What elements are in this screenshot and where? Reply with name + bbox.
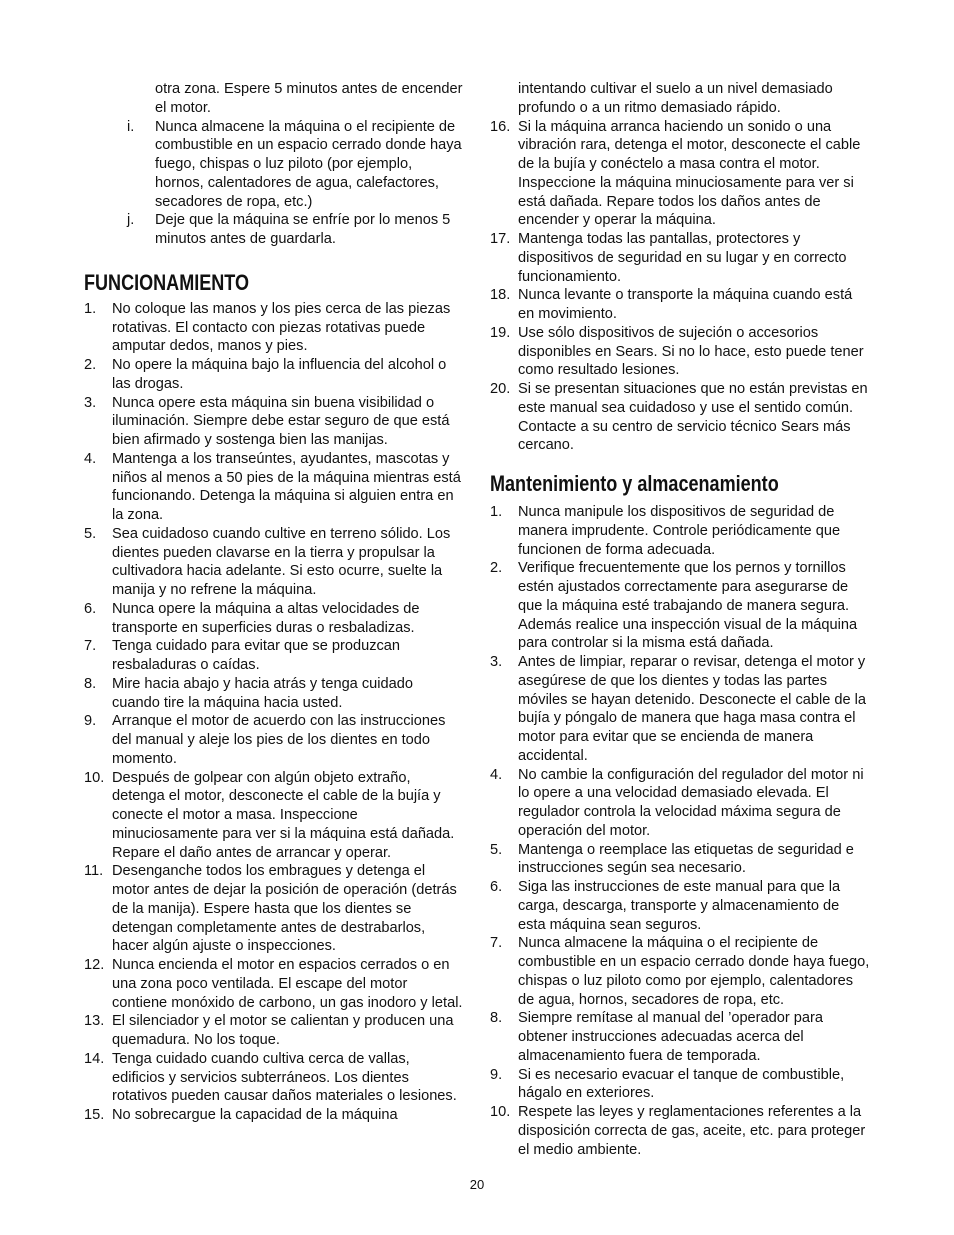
item-text: Mantenga o reemplace las etiquetas de seguridad e instrucciones según sea necesario. [518,841,854,877]
list-item [84,525,464,600]
list-item [84,637,464,675]
item-text: Siempre remítase al manual del ’operador para obtener instrucciones adecuadas acerca del almacenamiento fuera de temporada. [518,1010,824,1064]
item-number: 18. [490,287,511,304]
item-number: 3. [490,654,503,670]
list-item [490,878,870,934]
item-text: No sobrecargue la capacidad de la máquina [112,1107,398,1123]
item-text: Sea cuidadoso cuando cultive en terreno sólido. Los dientes pueden clavarse en la tierra y propulsar la cultivadora hacia adelante. Si esto ocurre, suelte la manija y no refrene la máquina. [112,525,451,598]
item-text: Verifique frecuentemente que los pernos y tornillos estén ajustados correctamente para asegurarse de que la máquina esté trabajando de manera segura. Además realice una inspección visual de la máquina para controlar si la misma está dañada. [518,560,858,652]
item-text: No opere la máquina bajo la influencia del alcohol o las drogas. [112,357,447,392]
item-number: 7. [490,935,503,952]
item-number: 2. [490,560,503,577]
list-item [84,956,464,1012]
item-number: 8. [84,675,97,692]
item-text: El silenciador y el motor se calientan y producen una quemadura. No los toque. [112,1013,454,1048]
item-number: 17. [490,231,511,247]
list-item [490,118,870,231]
item-label: i. [127,118,135,135]
list-item [84,675,464,713]
item-number: 11. [84,863,104,880]
item-number: 5. [490,841,503,858]
list-item [84,394,464,450]
section-title-mantenimiento: Mantenimiento y almacenamiento [490,471,779,496]
item-number: 3. [84,394,97,411]
item-text: Si se presentan situaciones que no están previstas en este manual sea cuidadoso y use el sentido común. Contacte a su centro de servicio técnico Sears más cercano. [518,381,868,454]
list-item [490,286,870,324]
item-number: 9. [490,1066,503,1083]
item-number: 19. [490,324,511,341]
list-item [490,230,870,286]
item-text: Arranque el motor de acuerdo con las instrucciones del manual y aleje los pies de los dientes en todo momento. [112,713,446,767]
list-item [490,766,870,841]
item-text: Nunca almacene la máquina o el recipiente de combustible en un espacio cerrado donde haya fuego, chispas o luz piloto como por ejemplo, calentadores de agua, hornos, secadores de ropa, etc. [518,935,870,1008]
list-item [490,324,870,380]
item-number: 2. [84,357,97,373]
list-item [84,1050,464,1106]
list-item [84,712,464,768]
item-text: Nunca encienda el motor en espacios cerrados o en una zona poco ventilada. El escape del motor contiene monóxido de carbono, un gas inodoro y letal. [112,957,463,1011]
section-title-funcionamiento: FUNCIONAMIENTO [84,269,250,295]
list-item [84,600,464,638]
item-text: Nunca levante o transporte la máquina cuando está en movimiento. [518,287,853,322]
item-number: 5. [84,525,97,542]
item-text: Use sólo dispositivos de sujeción o accesorios disponibles en Sears. Si no lo hace, esto puede tener como resultado lesiones. [518,324,864,379]
item-text: Antes de limpiar, reparar o revisar, detenga el motor y asegúrese de que los dientes y todas las partes móviles se hayan detenido. Desconecte el cable de la bujía y póngalo de manera que haga masa contra el motor para evitar que se encienda de manera accidental. [518,654,867,764]
list-item [490,1009,870,1065]
right-column [490,80,870,1159]
item-text: Nunca opere la máquina a altas velocidades de transporte en superficies duras o resbaladizas. [112,600,420,636]
list-item [490,841,870,879]
item-text: Tenga cuidado cuando cultiva cerca de vallas, edificios y servicios subterráneos. Los dientes rotativos pueden causar daños materiales o lesiones. [112,1050,457,1105]
item-text: Deje que la máquina se enfríe por lo menos 5 minutos antes de guardarla. [155,212,451,247]
item-label: j. [127,212,135,229]
item-number: 9. [84,713,97,730]
operation-list-continued [490,118,870,456]
item-number: 6. [490,879,503,895]
item-number: 10. [490,1104,511,1120]
item-text: Mantenga a los transeúntes, ayudantes, mascotas y niños al menos a 50 pies de la máquina mientras está funcionando. Detenga la máquina si alguien entra en la zona. [112,450,461,523]
item-text: Tenga cuidado para evitar que se produzcan resbaladuras o caídas. [112,638,401,673]
list-item [490,1066,870,1104]
list-item [84,769,464,863]
list-item [490,1103,870,1159]
list-item [490,653,870,766]
item-number: 1. [490,504,503,520]
list-item [84,211,464,249]
item-number: 14. [84,1050,105,1067]
left-column [84,80,464,1125]
item-number: 4. [490,766,503,783]
maintenance-list [490,503,870,1159]
list-item [84,356,464,394]
item-number: 20. [490,381,511,397]
item-number: 7. [84,638,97,655]
list-item [84,450,464,525]
item-text: Nunca almacene la máquina o el recipiente de combustible en un espacio cerrado donde haya fuego, chispas o luz piloto (por ejemplo, hornos, calentadores de agua, calefactores, secadores de ropa, etc.) [155,118,462,210]
item-text: Desenganche todos los embragues y detenga el motor antes de dejar la posición de operación (detrás de la manija). Espere hasta que los dientes se detengan completamente antes de destrabarlos, hacer algún ajuste o inspecciones. [112,863,457,955]
item-text: No cambie la configuración del regulador del motor ni lo opere a una velocidad demasiado elevada. El regulador controla la velocidad máxima segura de operación del motor. [518,766,864,839]
item-number: 1. [84,300,97,317]
item-text: Si es necesario evacuar el tanque de combustible, hágalo en exteriores. [518,1066,845,1102]
list-item [84,862,464,956]
list-item [490,934,870,1009]
item-text: Mantenga todas las pantallas, protectores y dispositivos de seguridad en su lugar y en correcto funcionamiento. [518,231,847,285]
list-item [84,1012,464,1050]
item-number: 6. [84,600,97,617]
item-text: Nunca manipule los dispositivos de seguridad de manera imprudente. Controle periódicamente que funcionen de forma adecuada. [518,504,841,558]
item-number: 16. [490,118,511,135]
list-item [490,559,870,653]
carryover-text: otra zona. Espere 5 minutos antes de encender el motor. [155,81,463,116]
item-text: No coloque las manos y los pies cerca de las piezas rotativas. El contacto con piezas rotativas puede amputar dedos, manos y pies. [112,300,451,355]
operation-list [84,300,464,1125]
list-item [84,118,464,212]
list-item [490,503,870,559]
list-item [84,300,464,356]
item-number: 8. [490,1010,503,1027]
page-number: 20 [469,1177,485,1192]
item-number: 15. [84,1107,105,1123]
item-number: 13. [84,1013,105,1030]
item-number: 12. [84,957,105,973]
item-text: Nunca opere esta máquina sin buena visibilidad o iluminación. Siempre debe estar seguro de que está bien afirmado y sostenga bien las manijas. [112,394,450,448]
sub-list [84,118,464,249]
carryover-text: intentando cultivar el suelo a un nivel demasiado profundo o a un ritmo demasiado rápido. [518,81,833,116]
item-text: Respete las leyes y reglamentaciones referentes a la disposición correcta de gas, aceite, etc. para proteger el medio ambiente. [518,1104,866,1158]
item-number: 4. [84,450,97,467]
item-text: Si la máquina arranca haciendo un sonido o una vibración rara, detenga el motor, desconecte el cable de la bujía y conéctelo a masa contra el motor. Inspeccione la máquina minuciosamente para ver si está dañada. Repare todos los daños antes de encender y operar la máquina. [518,118,861,229]
list-item [84,1106,464,1125]
list-item [490,380,870,455]
item-text: Después de golpear con algún objeto extraño, detenga el motor, desconecte el cable de la bujía y conecte el motor a masa. Inspeccione minuciosamente para ver si la máquina está dañada. Repare el daño antes de arrancar y operar. [112,769,455,861]
item-text: Mire hacia abajo y hacia atrás y tenga cuidado cuando tire la máquina hacia usted. [112,675,413,711]
item-text: Siga las instrucciones de este manual para que la carga, descarga, transporte y almacenamiento de esta máquina sean seguros. [518,879,841,933]
item-number: 10. [84,769,105,786]
